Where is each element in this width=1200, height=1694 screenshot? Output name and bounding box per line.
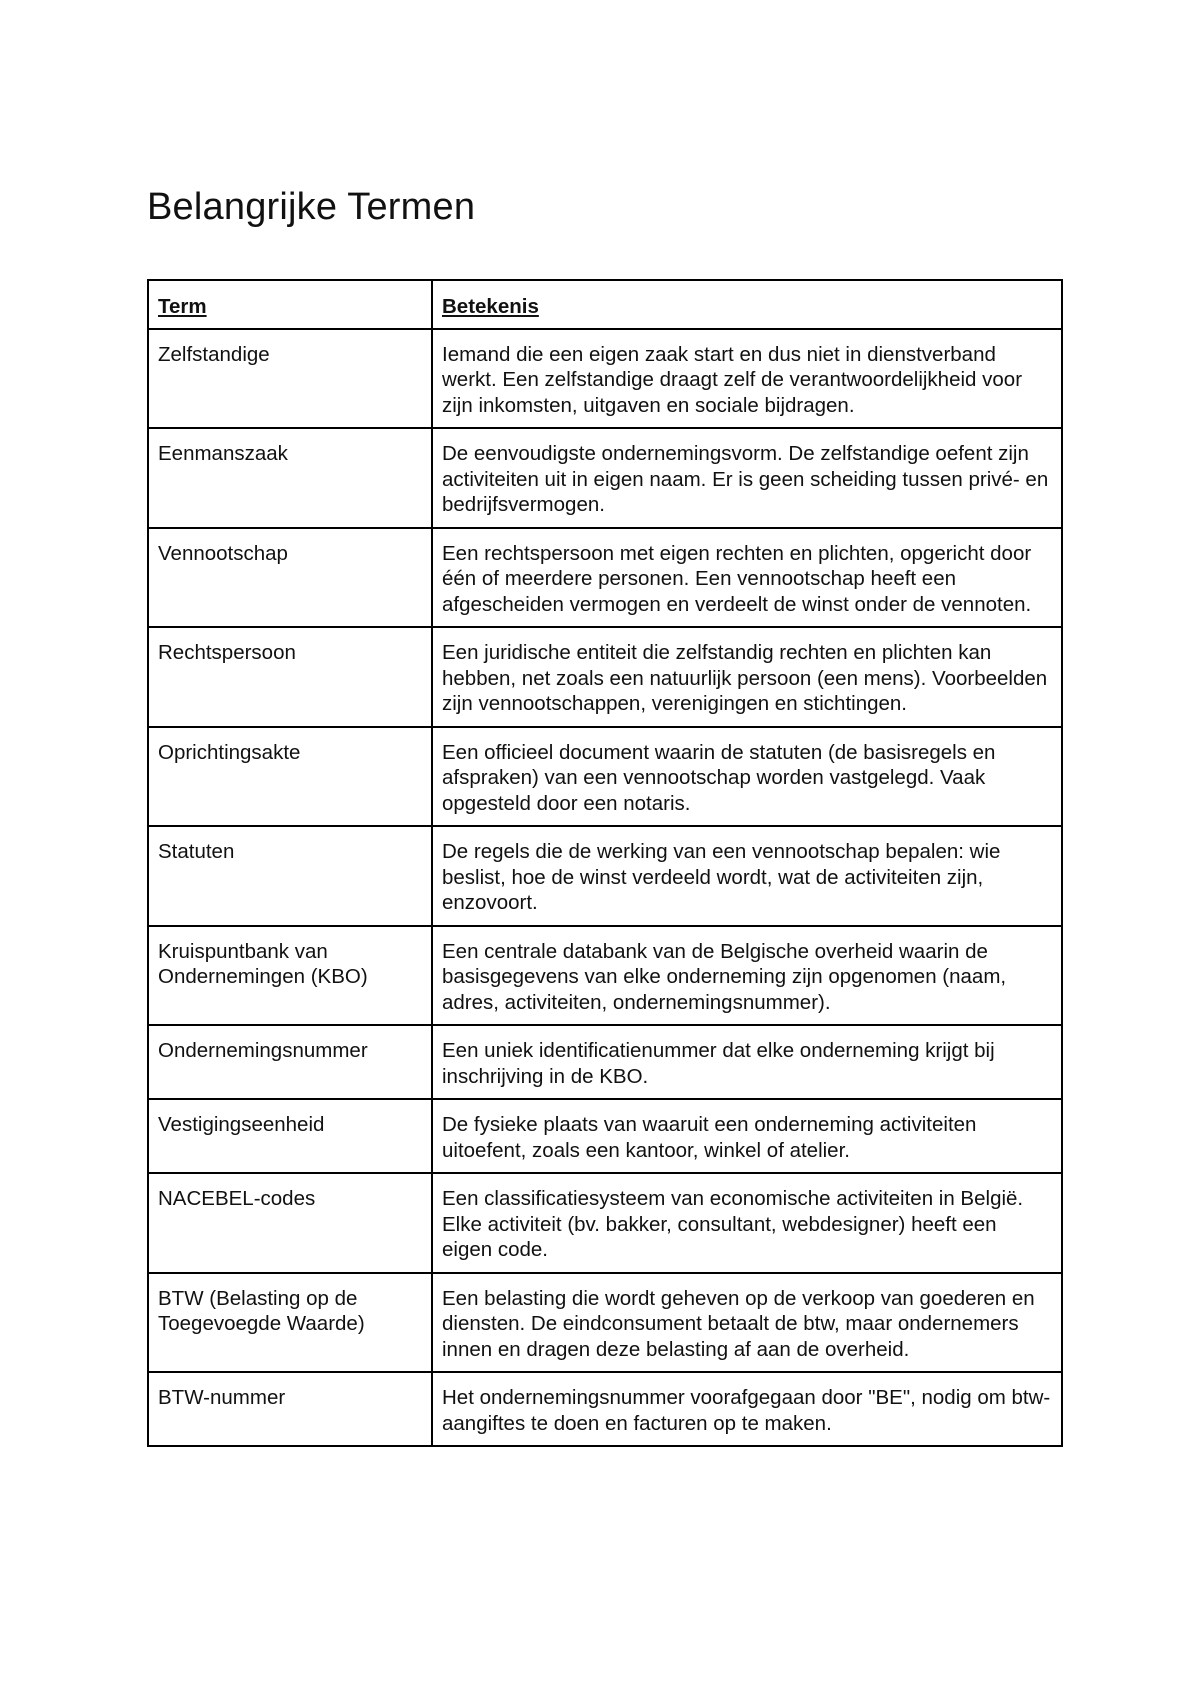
table-row	[148, 428, 1062, 528]
meaning-cell: De regels die de werking van een vennootschap bepalen: wie beslist, hoe de winst verdeeld wordt, wat de activiteiten zijn, enzovoort.	[432, 826, 1062, 926]
column-header-meaning: Betekenis	[432, 280, 1062, 329]
term-cell: Vennootschap	[148, 528, 432, 628]
term-cell: Statuten	[148, 826, 432, 926]
term-cell: Eenmanszaak	[148, 428, 432, 528]
meaning-cell: Een uniek identificatienummer dat elke onderneming krijgt bij inschrijving in de KBO.	[432, 1025, 1062, 1099]
table-row	[148, 528, 1062, 628]
term-cell: Vestigingseenheid	[148, 1099, 432, 1173]
table-row	[148, 329, 1062, 429]
term-cell: Rechtspersoon	[148, 627, 432, 727]
table-row	[148, 1173, 1062, 1273]
table-row	[148, 627, 1062, 727]
document-title: Belangrijke Termen	[147, 186, 476, 228]
table-header-row	[148, 280, 1062, 329]
meaning-cell: Een classificatiesysteem van economische activiteiten in België. Elke activiteit (bv. bakker, consultant, webdesigner) heeft een eigen code.	[432, 1173, 1062, 1273]
meaning-cell: Een juridische entiteit die zelfstandig rechten en plichten kan hebben, net zoals een natuurlijk persoon (een mens). Voorbeelden zijn vennootschappen, verenigingen en stichtingen.	[432, 627, 1062, 727]
term-cell: Kruispuntbank van Ondernemingen (KBO)	[148, 926, 432, 1026]
table-row	[148, 1372, 1062, 1446]
table-row	[148, 926, 1062, 1026]
table-row	[148, 1099, 1062, 1173]
meaning-cell: Het ondernemingsnummer voorafgegaan door "BE", nodig om btw-aangiftes te doen en facturen op te maken.	[432, 1372, 1062, 1446]
meaning-cell: Een officieel document waarin de statuten (de basisregels en afspraken) van een vennootschap worden vastgelegd. Vaak opgesteld door een notaris.	[432, 727, 1062, 827]
term-cell: BTW-nummer	[148, 1372, 432, 1446]
table-row	[148, 1025, 1062, 1099]
term-cell: Zelfstandige	[148, 329, 432, 429]
meaning-cell: Iemand die een eigen zaak start en dus niet in dienstverband werkt. Een zelfstandige draagt zelf de verantwoordelijkheid voor zijn inkomsten, uitgaven en sociale bijdragen.	[432, 329, 1062, 429]
term-cell: NACEBEL-codes	[148, 1173, 432, 1273]
terms-table	[147, 279, 1063, 1447]
term-cell: Ondernemingsnummer	[148, 1025, 432, 1099]
term-cell: Oprichtingsakte	[148, 727, 432, 827]
column-header-term: Term	[148, 280, 432, 329]
term-cell: BTW (Belasting op de Toegevoegde Waarde)	[148, 1273, 432, 1373]
meaning-cell: De eenvoudigste ondernemingsvorm. De zelfstandige oefent zijn activiteiten uit in eigen naam. Er is geen scheiding tussen privé- en bedrijfsvermogen.	[432, 428, 1062, 528]
meaning-cell: Een belasting die wordt geheven op de verkoop van goederen en diensten. De eindconsument betaalt de btw, maar ondernemers innen en dragen deze belasting af aan de overheid.	[432, 1273, 1062, 1373]
table-row	[148, 727, 1062, 827]
table-row	[148, 1273, 1062, 1373]
meaning-cell: Een rechtspersoon met eigen rechten en plichten, opgericht door één of meerdere personen. Een vennootschap heeft een afgescheiden vermogen en verdeelt de winst onder de vennoten.	[432, 528, 1062, 628]
table-row	[148, 826, 1062, 926]
meaning-cell: De fysieke plaats van waaruit een onderneming activiteiten uitoefent, zoals een kantoor, winkel of atelier.	[432, 1099, 1062, 1173]
meaning-cell: Een centrale databank van de Belgische overheid waarin de basisgegevens van elke onderneming zijn opgenomen (naam, adres, activiteiten, ondernemingsnummer).	[432, 926, 1062, 1026]
